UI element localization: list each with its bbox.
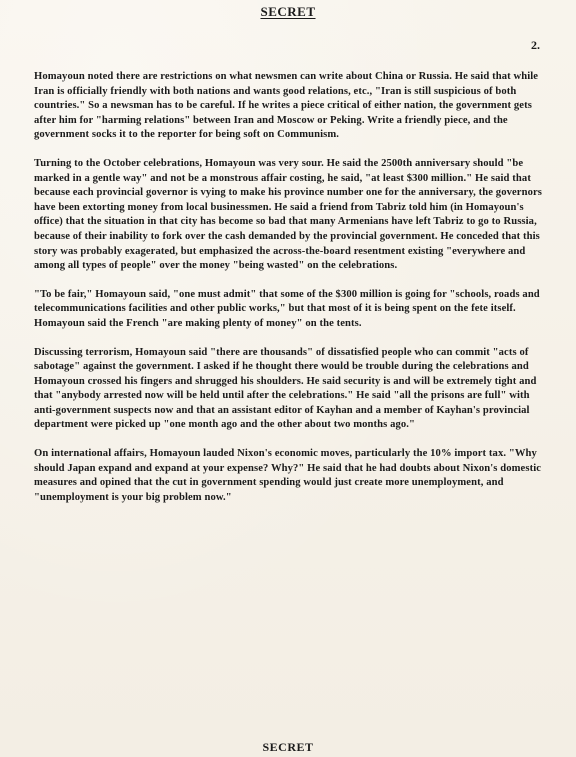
paragraph-terrorism: Discussing terrorism, Homayoun said "there are thousands" of dissatisfied people who can commit "acts of sabotage" against the government. I asked if he thought there would be trouble during the celebrations and Homayoun crossed his fingers and shrugged his shoulders. He said security is and will be extremely tight and that "anybody arrested now will be held until after the celebrations." He said "all the prisons are full" with anti-government suspects now and that an assistant editor of Kayhan and a member of Kayhan's provincial department were picked up "one month ago and the other about two months ago." bbox=[34, 346, 537, 431]
header-classification-marking bbox=[0, 4, 576, 20]
paragraph-international-affairs: On international affairs, Homayoun lauded Nixon's economic moves, particularly the 10% import tax. "Why should Japan expand and expand at your expense? Why?" He said that he had doubts about Nixon's domestic measures and opined that the cut in government spending would just create more unemployment, and "unemployment is your big problem now." bbox=[34, 448, 542, 503]
document-body bbox=[34, 70, 542, 519]
footer-classification-marking: SECRET bbox=[262, 740, 314, 754]
paragraph-october-celebrations: Turning to the October celebrations, Homayoun was very sour. He said the 2500th anniversary should "be marked in a gentle way" and not be a monstrous affair costing, he said, "at least $300 million." He said that because each provincial governor is vying to make his province number one for the anniversary, the governors have been extorting money from local businessmen. He said a friend from Tabriz told him (in Homayoun's office) that the situation in that city has become so bad that many Armenians have left Tabriz to go to Russia, because of their inability to fork over the cash demanded by the provincial government. He conceded that this story was probably exagerated, but emphasized the across-the-board resentment existing "everywhere and among all types of people" over the money "being wasted" on the celebrations. bbox=[34, 157, 543, 272]
paragraph-press-restrictions: Homayoun noted there are restrictions on what newsmen can write about China or Russia. He said that while Iran is officially friendly with both nations and wants good relations, etc., "Iran is still suspicious of both countries." So a newsman has to be careful. If he writes a piece critical of either nation, the government gets after him for "harming relations" between Iran and Moscow or Peking. Write a friendly piece, and the government socks it to the reporter for being soft on Communism. bbox=[34, 71, 539, 141]
page-number: 2. bbox=[531, 38, 540, 52]
paragraph-spending-breakdown: "To be fair," Homayoun said, "one must admit" that some of the $300 million is going for "schools, roads and telecommunications facilities and other public works," but that most of it is being spent on the fete itself. Homayoun said the French "are making plenty of money" on the tents. bbox=[34, 288, 540, 329]
header-classification-text: SECRET bbox=[260, 4, 316, 19]
